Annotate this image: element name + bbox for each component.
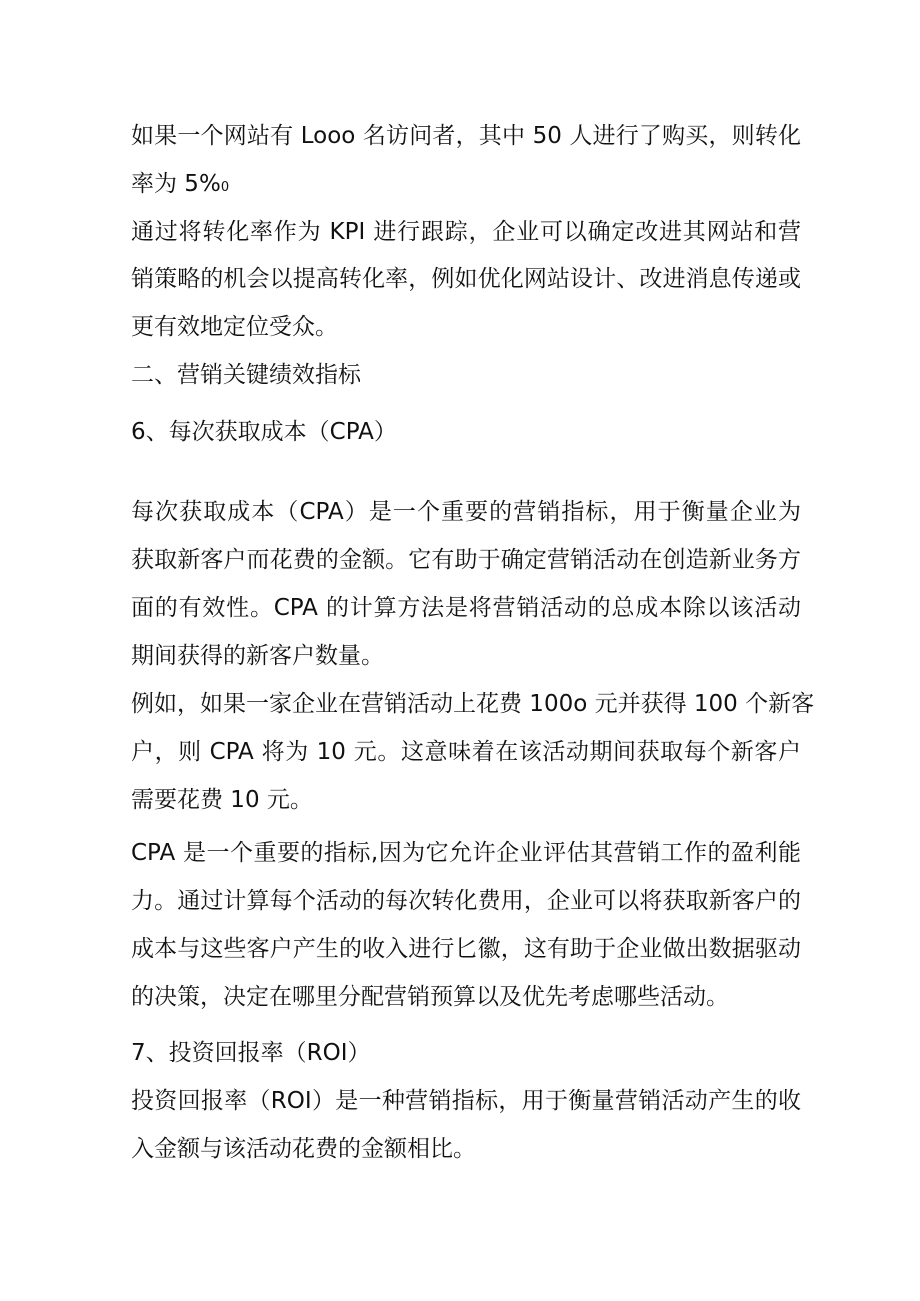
subsection-heading-cpa: 6、每次获取成本（CPA）: [131, 419, 397, 445]
paragraph-line: 每次获取成本（CPA）是一个重要的营销指标，用于衡量企业为: [131, 499, 801, 525]
subsection-heading-roi: 7、投资回报率（ROI）: [131, 1040, 371, 1066]
paragraph-line: 销策略的机会以提高转化率，例如优化网站设计、改进消息传递或: [131, 266, 801, 292]
paragraph-line: 期间获得的新客户数量。: [131, 643, 384, 669]
paragraph-line: CPA 是一个重要的指标,因为它允许企业评估其营销工作的盈利能: [131, 840, 801, 866]
paragraph-line: [131, 169, 801, 203]
paragraph-line: 成本与这些客户产生的收入进行匕徽，这有助于企业做出数据驱动: [131, 936, 801, 962]
paragraph-line: 力。通过计算每个活动的每次转化费用，企业可以将获取新客户的: [131, 888, 801, 914]
section-heading: 二、营销关键绩效指标: [131, 362, 361, 388]
paragraph-line: 获取新客户而花费的金额。它有助于确定营销活动在创造新业务方: [131, 547, 801, 573]
paragraph-line: 通过将转化率作为 KPI 进行跟踪，企业可以确定改进其网站和营: [131, 219, 801, 245]
paragraph-line: 面的有效性。CPA 的计算方法是将营销活动的总成本除以该活动: [131, 595, 801, 621]
paragraph-line: 需要花费 10 元。: [131, 787, 313, 813]
paragraph-line: 的决策，决定在哪里分配营销预算以及优先考虑哪些活动。: [131, 984, 729, 1010]
paragraph-line: 例如，如果一家企业在营销活动上花费 100o 元并获得 100 个新客: [131, 691, 815, 717]
paragraph-line: 入金额与该活动花费的金额相比。: [131, 1136, 476, 1162]
paragraph-line: 投资回报率（ROI）是一种营销指标，用于衡量营销活动产生的收: [131, 1088, 801, 1114]
subscript-zero: 0: [220, 180, 230, 195]
paragraph-line: 户，则 CPA 将为 10 元。这意味着在该活动期间获取每个新客户: [131, 739, 801, 765]
paragraph-line: 如果一个网站有 Looo 名访问者，其中 50 人进行了购买，则转化: [131, 123, 801, 149]
paragraph-line-text: 率为 5%: [131, 171, 221, 197]
paragraph-line: 更有效地定位受众。: [131, 314, 338, 340]
